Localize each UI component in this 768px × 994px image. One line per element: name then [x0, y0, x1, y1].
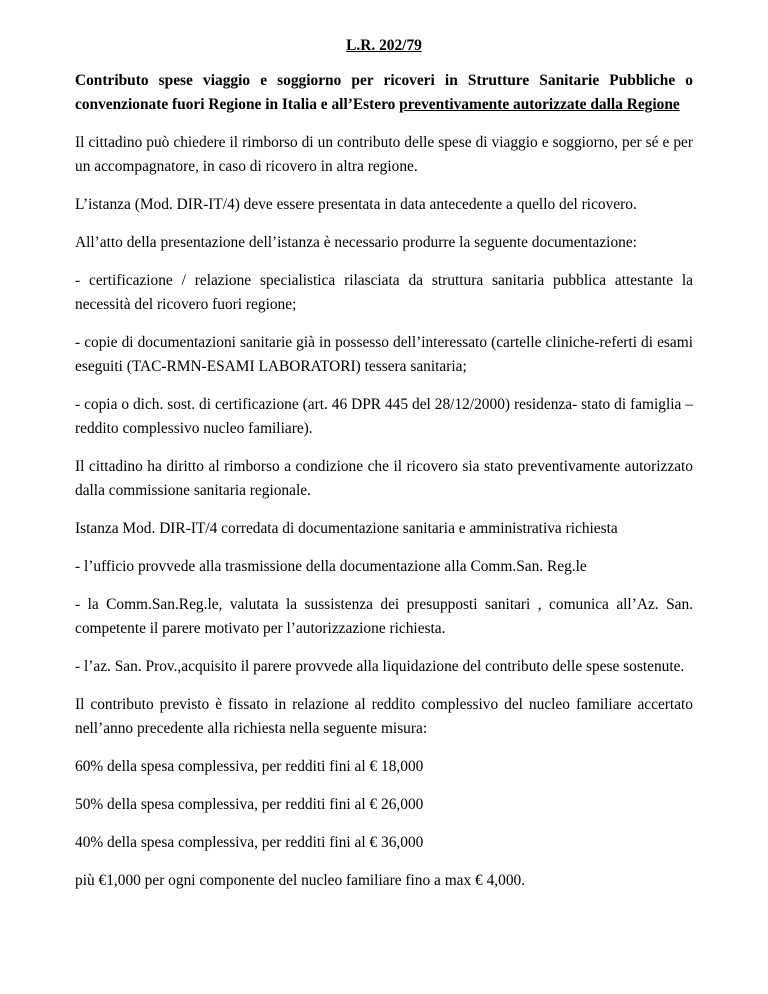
- paragraph-self-declaration: - copia o dich. sost. di certificazione (art. 46 DPR 445 del 28/12/2000) residenza- stato di famiglia –reddito complessivo nucleo familiare).: [75, 396, 693, 437]
- paragraph-certification: - certificazione / relazione specialistica rilasciata da struttura sanitaria pubblica attestante la necessità del ricovero fuori regione;: [75, 272, 693, 313]
- paragraph-reimbursement-request: Il cittadino può chiedere il rimborso di un contributo delle spese di viaggio e soggiorno, per sé e per un accompagnatore, in caso di ricovero in altra regione.: [75, 134, 693, 175]
- paragraph-commission-evaluation: - la Comm.San.Reg.le, valutata la sussistenza dei presupposti sanitari , comunica all’Az. San. competente il parere motivato per l’autorizzazione richiesta.: [75, 596, 693, 637]
- paragraph-documentation-intro: All’atto della presentazione dell’istanza è necessario produrre la seguente documentazione:: [75, 234, 637, 251]
- contribution-tier-40: 40% della spesa complessiva, per redditi fini al € 36,000: [75, 834, 424, 851]
- paragraph-right-to-refund: Il cittadino ha diritto al rimborso a condizione che il ricovero sia stato preventivamente autorizzato dalla commissione sanitaria regionale.: [75, 458, 693, 499]
- document-subtitle: [75, 69, 693, 117]
- contribution-tier-50: 50% della spesa complessiva, per redditi fini al € 26,000: [75, 796, 424, 813]
- contribution-tier-60: 60% della spesa complessiva, per redditi fini al € 18,000: [75, 758, 424, 775]
- document-title: L.R. 202/79: [346, 37, 422, 54]
- contribution-family-bonus: più €1,000 per ogni componente del nucleo familiare fino a max € 4,000.: [75, 872, 526, 889]
- document-page: [75, 34, 693, 893]
- paragraph-contribution-basis: Il contributo previsto è fissato in relazione al reddito complessivo del nucleo familiare accertato nell’anno precedente alla richiesta nella seguente misura:: [75, 696, 693, 737]
- paragraph-liquidation: - l’az. San. Prov.,acquisito il parere provvede alla liquidazione del contributo delle spese sostenute.: [75, 658, 685, 675]
- paragraph-application-deadline: L’istanza (Mod. DIR-IT/4) deve essere presentata in data antecedente a quello del ricovero.: [75, 196, 637, 213]
- subtitle-underlined-text: preventivamente autorizzate dalla Regione: [399, 96, 680, 113]
- paragraph-application-form: Istanza Mod. DIR-IT/4 corredata di documentazione sanitaria e amministrativa richiesta: [75, 520, 618, 537]
- paragraph-office-transmission: - l’ufficio provvede alla trasmissione della documentazione alla Comm.San. Reg.le: [75, 558, 587, 575]
- paragraph-medical-copies: - copie di documentazioni sanitarie già in possesso dell’interessato (cartelle cliniche-referti di esami eseguiti (TAC-RMN-ESAMI LABORATORI) tessera sanitaria;: [75, 334, 693, 375]
- subtitle-text: Contributo spese viaggio e soggiorno per ricoveri in Strutture Sanitarie Pubbliche o convenzionate fuori Regione in Italia e all’Estero: [75, 72, 693, 113]
